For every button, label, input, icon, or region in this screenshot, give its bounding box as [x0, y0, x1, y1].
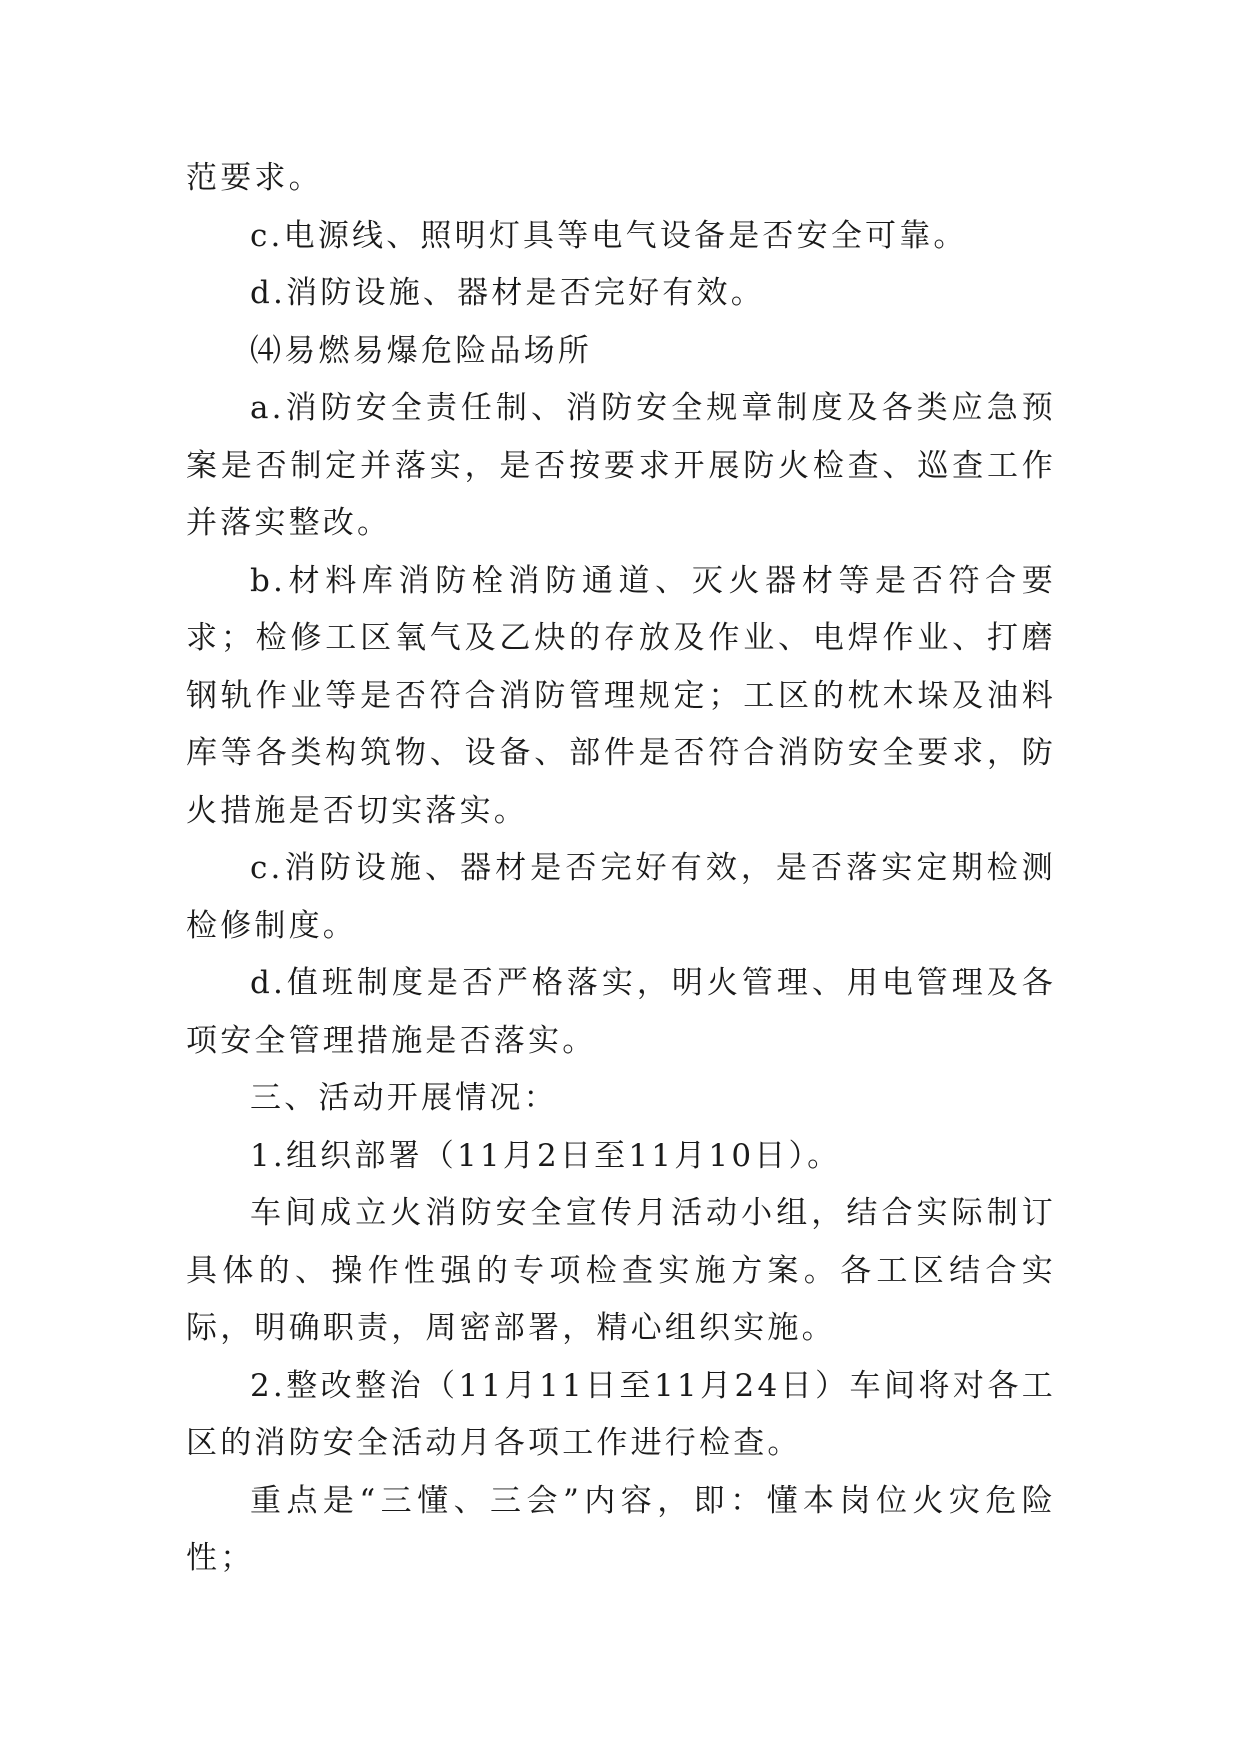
- paragraph-fragment-continued: 范要求。: [186, 160, 323, 196]
- paragraph-key-points: 重点是“三懂、三会”内容，即：懂本岗位火灾危险性；: [186, 1482, 1056, 1576]
- paragraph-item-c-power: c.电源线、照明灯具等电气设备是否安全可靠。: [250, 217, 968, 254]
- paragraph-item-d-facilities: d.消防设施、器材是否完好有效。: [250, 275, 765, 311]
- section-heading-4-hazardous: ⑷易燃易爆危险品场所: [250, 332, 592, 369]
- subheading-organize: 1.组织部署（11月2日至11月10日）。: [250, 1137, 842, 1174]
- section-heading-activities: 三、活动开展情况：: [250, 1080, 558, 1116]
- paragraph-item-c-inspection: c.消防设施、器材是否完好有效，是否落实定期检测检修制度。: [186, 850, 1056, 944]
- subheading-rectify: 2.整改整治（11月11日至11月24日）车间将对各工区的消防安全活动月各项工作进行检查。: [186, 1367, 1056, 1461]
- paragraph-item-d-duty: d.值班制度是否严格落实，明火管理、用电管理及各项安全管理措施是否落实。: [186, 965, 1056, 1059]
- paragraph-organize-body: 车间成立火消防安全宣传月活动小组，结合实际制订具体的、操作性强的专项检查实施方案。各工区结合实际，明确职责，周密部署，精心组织实施。: [186, 1195, 1056, 1346]
- paragraph-item-a-responsibility: a.消防安全责任制、消防安全规章制度及各类应急预案是否制定并落实，是否按要求开展防火检查、巡查工作并落实整改。: [186, 390, 1056, 541]
- document-body: [186, 150, 1056, 1588]
- paragraph-item-b-materials: b.材料库消防栓消防通道、灭火器材等是否符合要求；检修工区氧气及乙炔的存放及作业、电焊作业、打磨钢轨作业等是否符合消防管理规定；工区的枕木垛及油料库等各类构筑物、设备、部件是否符合消防安全要求，防火措施是否切实落实。: [186, 562, 1056, 829]
